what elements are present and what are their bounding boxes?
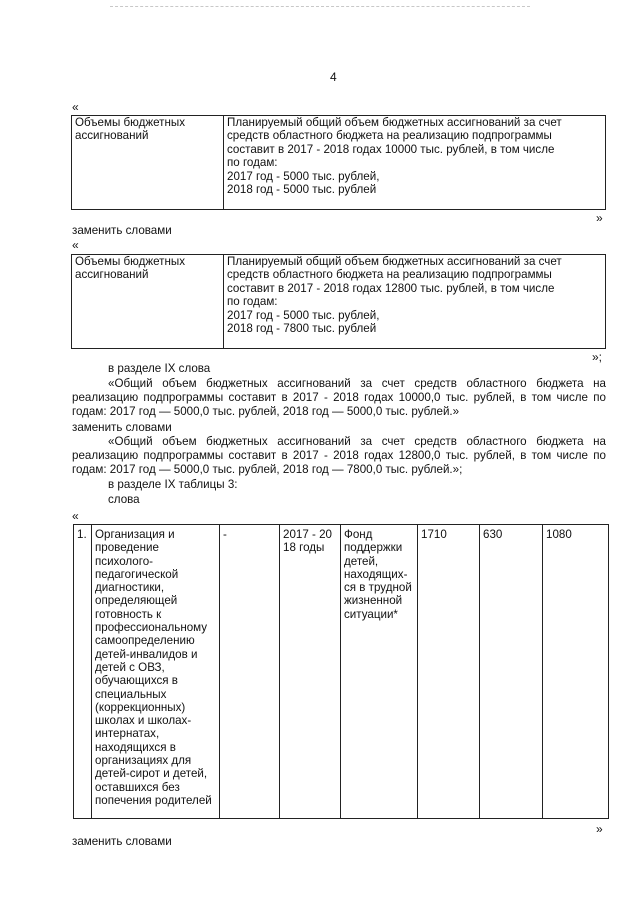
budget-line: 2017 год - 5000 тыс. рублей, xyxy=(227,169,380,183)
source-line: детей, xyxy=(344,554,379,568)
budget-line: средств областного бюджета на реализацию подпрограммы xyxy=(227,129,552,143)
source-line: поддержки xyxy=(344,541,403,555)
year2018-value: 1080 xyxy=(546,528,572,541)
activity-name-line: Организация и xyxy=(95,528,175,541)
scan-top-edge xyxy=(110,6,530,7)
total-cell xyxy=(418,525,480,819)
activity-name-line: самоопределению xyxy=(95,634,195,648)
words-label: слова xyxy=(108,493,140,506)
activity-name-line: детей с ОВЗ, xyxy=(95,660,165,674)
activity-name-line: педагогической xyxy=(95,567,179,581)
budget-line: составит в 2017 - 2018 годах 10000 тыс. рублей, в том числе xyxy=(227,142,555,156)
close-quote: » xyxy=(596,822,603,836)
activity-name-cell xyxy=(92,525,220,819)
activity-name-line: определяющей xyxy=(95,594,178,608)
total-value: 1710 xyxy=(421,528,447,541)
executor-dash: - xyxy=(223,528,227,541)
period-line: 2017 - 20 xyxy=(283,528,332,541)
activity-name-line: детей-инвалидов и xyxy=(95,647,198,661)
budget-line: по годам: xyxy=(227,295,278,309)
page-number: 4 xyxy=(330,70,337,84)
source-line: ситуации* xyxy=(344,607,398,621)
budget-line: 2017 год - 5000 тыс. рублей, xyxy=(227,308,380,322)
replace-words-label: заменить словами xyxy=(72,421,172,434)
activity-name-line: школах и школах- xyxy=(95,714,192,728)
period-line: 18 годы xyxy=(283,541,325,555)
activity-name-line: попечения родителей xyxy=(95,793,212,807)
budget-line: Планируемый общий объем бюджетных ассигнований за счет xyxy=(227,116,562,129)
row-number: 1. xyxy=(77,528,87,541)
source-line: ся в трудной xyxy=(344,581,412,595)
budget-line: Планируемый общий объем бюджетных ассигнований за счет xyxy=(227,255,562,268)
section-ix-table3: в разделе IX таблицы 3: xyxy=(108,478,238,491)
year2017-cell xyxy=(480,525,543,819)
budget-label: Объемы бюджетных ассигнований xyxy=(75,116,185,143)
activity-name-line: находящихся в xyxy=(95,740,176,754)
close-quote-semicolon: »; xyxy=(592,350,603,364)
budget-label-cell xyxy=(72,116,224,210)
activity-name-line: диагностики, xyxy=(95,581,165,595)
budget-table-old xyxy=(71,115,606,210)
row-number-cell xyxy=(74,525,92,819)
replace-words-label: заменить словами xyxy=(72,224,172,237)
budget-text-cell xyxy=(224,255,606,349)
paragraph-old-content: «Общий объем бюджетных ассигнований за счет средств областного бюджета на реализацию подпрограммы составит в 2017 - 2018 годах 10000,0 тыс. рублей, в том числе по годам: 2017 год — 5000,0 тыс. рублей, 2018 год — 5000,0 тыс. рублей.» xyxy=(72,377,606,418)
open-quote: « xyxy=(72,509,79,523)
activity-name-line: проведение xyxy=(95,541,159,555)
close-quote: » xyxy=(596,211,603,225)
budget-table-new xyxy=(71,254,606,349)
source-line: жизненной xyxy=(344,594,403,608)
activity-name-line: интернатах, xyxy=(95,727,160,741)
budget-line: средств областного бюджета на реализацию подпрограммы xyxy=(227,268,552,282)
paragraph-old-text xyxy=(72,377,606,419)
activity-name-line: (коррекционных) xyxy=(95,700,186,714)
paragraph-new-content: «Общий объем бюджетных ассигнований за счет средств областного бюджета на реализацию подпрограммы составит в 2017 - 2018 годах 12800,0 тыс. рублей, в том числе по годам: 2017 год — 5000,0 тыс. рублей, 2018 год — 7800,0 тыс. рублей.»; xyxy=(72,435,606,476)
activity-name-line: профессиональному xyxy=(95,621,208,635)
year2018-cell xyxy=(543,525,609,819)
open-quote: « xyxy=(72,238,79,252)
source-line: находящих- xyxy=(344,567,408,581)
year2017-value: 630 xyxy=(483,528,503,541)
activity-name-line: детей-сирот и детей, xyxy=(95,767,208,781)
activity-name-line: оставшихся без xyxy=(95,780,180,794)
period-cell xyxy=(280,525,341,819)
budget-line: по годам: xyxy=(227,156,278,170)
activity-table-row xyxy=(73,524,609,819)
activity-name-line: готовность к xyxy=(95,607,162,621)
activity-name-line: обучающихся в xyxy=(95,674,178,688)
replace-words-label: заменить словами xyxy=(72,835,172,848)
budget-label: Объемы бюджетных ассигнований xyxy=(75,255,185,282)
paragraph-new-text xyxy=(72,435,606,477)
open-quote: « xyxy=(72,100,79,114)
budget-line: 2018 год - 5000 тыс. рублей xyxy=(227,183,377,197)
source-cell xyxy=(341,525,418,819)
activity-name-line: организациях для xyxy=(95,754,192,768)
budget-label-cell xyxy=(72,255,224,349)
source-line: Фонд xyxy=(344,528,373,541)
executor-cell xyxy=(220,525,280,819)
budget-line: составит в 2017 - 2018 годах 12800 тыс. рублей, в том числе xyxy=(227,281,555,295)
activity-name-line: психолого- xyxy=(95,554,154,568)
budget-text-cell xyxy=(224,116,606,210)
activity-name-line: специальных xyxy=(95,687,167,701)
section-ix-words: в разделе IX слова xyxy=(108,362,211,375)
budget-line: 2018 год - 7800 тыс. рублей xyxy=(227,322,377,336)
